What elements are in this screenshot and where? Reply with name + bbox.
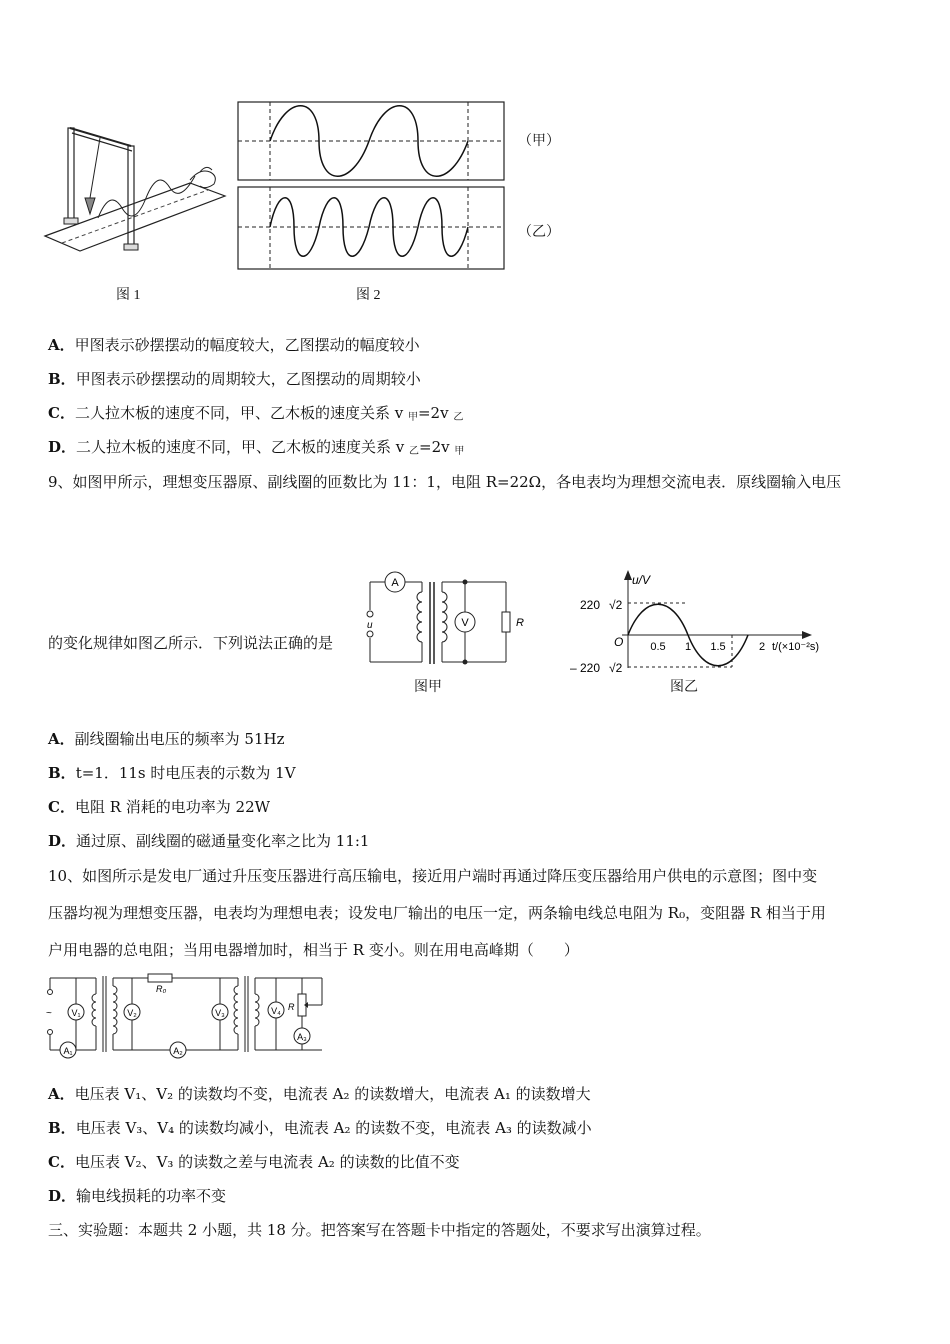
svg-text:t/(×10⁻²s): t/(×10⁻²s) xyxy=(772,641,820,653)
q9-stem: 9、如图甲所示，理想变压器原、副线圈的匝数比为 11：1，电阻 R=22Ω，各电表均为理想交流电表．原线圈输入电压 xyxy=(48,473,842,491)
q8-option-c: C．二人拉木板的速度不同，甲、乙木板的速度关系 v $_甲$=2v $_乙$ xyxy=(48,404,464,423)
svg-text:A: A xyxy=(391,577,399,589)
label-yi: （乙） xyxy=(518,225,560,240)
q10-option-a: A．电压表 V₁、V₂ 的读数均不变，电流表 A₂ 的读数增大，电流表 A₁ 的读数增大 xyxy=(48,1085,591,1103)
svg-text:R₀: R₀ xyxy=(156,984,167,994)
figure2-caption: 图 2 xyxy=(356,288,381,303)
svg-text:V: V xyxy=(461,617,469,629)
trace-yi xyxy=(270,198,468,257)
q9-graph-yi xyxy=(562,568,842,678)
label-jia: （甲） xyxy=(518,134,560,149)
q9-option-a: A．副线圈输出电压的频率为 51Hz xyxy=(48,730,285,748)
q9-option-c: C．电阻 R 消耗的电功率为 22W xyxy=(48,798,271,816)
svg-text:2: 2 xyxy=(758,641,766,653)
svg-text:1: 1 xyxy=(684,641,692,653)
q10-option-c: C．电压表 V₂、V₃ 的读数之差与电流表 A₂ 的读数的比值不变 xyxy=(48,1153,460,1171)
svg-text:1.5: 1.5 xyxy=(710,641,726,653)
figure2-traces xyxy=(236,100,508,272)
svg-text:R: R xyxy=(516,617,524,629)
q8-option-a: A．甲图表示砂摆摆动的幅度较大，乙图摆动的幅度较小 xyxy=(48,336,420,354)
svg-text:– 220: – 220 xyxy=(570,661,601,675)
svg-text:220: 220 xyxy=(580,598,601,612)
svg-text:A₂: A₂ xyxy=(173,1046,183,1056)
svg-text:√2: √2 xyxy=(609,661,623,675)
q10-stem-line2: 压器均视为理想变压器，电表均为理想电表；设发电厂输出的电压一定，两条输电线总电阻为 R₀，变阻器 R 相当于用 xyxy=(48,904,826,922)
svg-text:0.5: 0.5 xyxy=(650,641,666,653)
q8-option-b: B．甲图表示砂摆摆动的周期较大，乙图摆动的周期较小 xyxy=(48,370,421,388)
svg-text:A₃: A₃ xyxy=(297,1032,307,1042)
q10-option-d: D．输电线损耗的功率不变 xyxy=(48,1187,227,1205)
svg-text:u: u xyxy=(367,620,373,631)
svg-text:O: O xyxy=(614,635,624,649)
svg-text:~: ~ xyxy=(46,1008,52,1019)
svg-text:u/V: u/V xyxy=(632,573,651,587)
q9-option-b: B．t=1．11s 时电压表的示数为 1V xyxy=(48,764,296,782)
q9-stem-cont: 的变化规律如图乙所示．下列说法正确的是 xyxy=(48,634,334,652)
q10-stem-line3: 户用电器的总电阻；当用电器增加时，相当于 R 变小。则在用电高峰期（ ） xyxy=(48,941,579,959)
q9-fig-jia-caption: 图甲 xyxy=(414,679,442,695)
svg-text:V₃: V₃ xyxy=(215,1008,225,1018)
q9-option-d: D．通过原、副线圈的磁通量变化率之比为 11:1 xyxy=(48,832,370,850)
q9-circuit-jia xyxy=(360,568,540,672)
svg-text:R: R xyxy=(288,1002,295,1012)
resistor-r xyxy=(502,612,510,632)
svg-text:A₁: A₁ xyxy=(63,1046,73,1056)
svg-text:√2: √2 xyxy=(609,598,623,612)
svg-text:V₁: V₁ xyxy=(71,1008,81,1018)
svg-text:V₂: V₂ xyxy=(127,1008,137,1018)
figure1-sand-pendulum xyxy=(40,118,240,268)
q10-option-b: B．电压表 V₃、V₄ 的读数均减小，电流表 A₂ 的读数不变，电流表 A₃ 的读数减小 xyxy=(48,1119,592,1137)
q10-circuit xyxy=(40,970,340,1064)
q9-fig-yi-caption: 图乙 xyxy=(670,679,698,695)
svg-text:V₄: V₄ xyxy=(271,1006,281,1016)
section3-heading: 三、实验题：本题共 2 小题，共 18 分。把答案写在答题卡中指定的答题处，不要求写出演算过程。 xyxy=(48,1221,711,1239)
q8-option-d: D．二人拉木板的速度不同，甲、乙木板的速度关系 v $_乙$=2v $_甲$ xyxy=(48,438,465,457)
trace-jia xyxy=(270,106,468,177)
figure1-caption: 图 1 xyxy=(116,288,141,303)
q10-stem-line1: 10、如图所示是发电厂通过升压变压器进行高压输电，接近用户端时再通过降压变压器给用户供电的示意图；图中变 xyxy=(48,867,818,885)
